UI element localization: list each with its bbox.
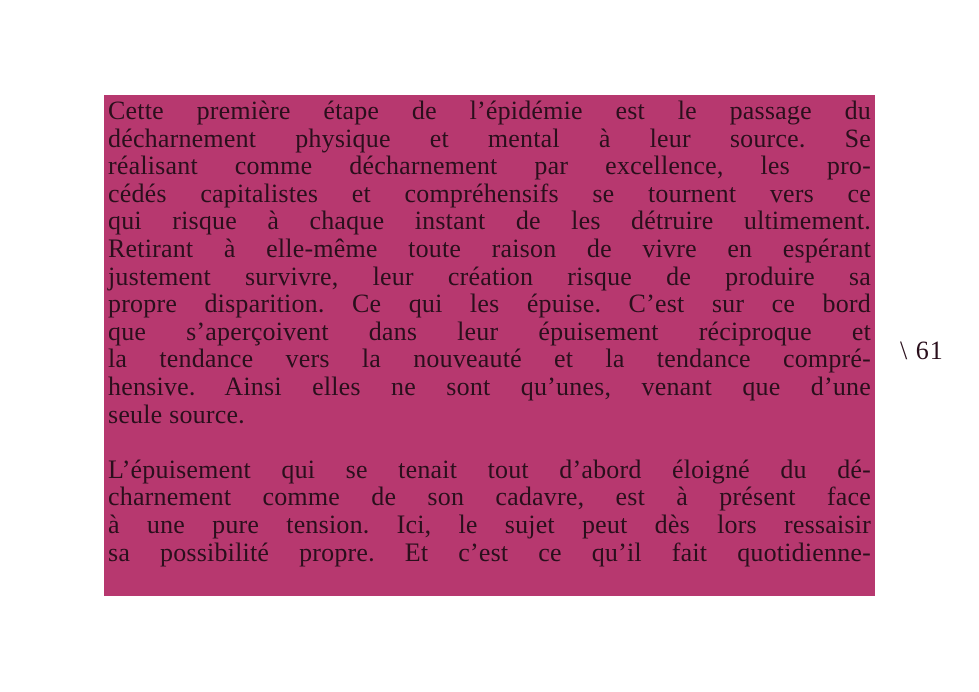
text-line: la tendance vers la nouveauté et la tendance compré-	[108, 344, 871, 374]
page-number: \ 61	[900, 336, 944, 365]
text-line: décharnement physique et mental à leur source. Se	[108, 123, 871, 153]
paragraph-2	[108, 456, 871, 566]
text-line: Cette première étape de l’épidémie est le passage du	[108, 96, 871, 125]
text-line: charnement comme de son cadavre, est à présent face	[108, 482, 871, 512]
text-line: justement survivre, leur création risque de produire sa	[108, 261, 871, 291]
text-line: cédés capitalistes et compréhensifs se tournent vers ce	[108, 178, 871, 208]
text-line: hensive. Ainsi elles ne sont qu’unes, venant que d’une	[108, 371, 871, 401]
text-line: que s’aperçoivent dans leur épuisement réciproque et	[108, 316, 871, 346]
text-line: réalisant comme décharnement par excellence, les pro-	[108, 151, 871, 181]
text-line: L’épuisement qui se tenait tout d’abord éloigné du dé-	[108, 454, 871, 484]
body-text-block	[104, 95, 875, 596]
text-line: seule source.	[108, 399, 245, 429]
text-line: qui risque à chaque instant de les détruire ultimement.	[108, 206, 871, 236]
text-line: à une pure tension. Ici, le sujet peut dès lors ressaisir	[108, 509, 871, 539]
paragraph-1	[108, 97, 871, 428]
text-line: propre disparition. Ce qui les épuise. C’est sur ce bord	[108, 289, 871, 319]
text-line: Retirant à elle-même toute raison de vivre en espérant	[108, 233, 871, 263]
paragraph-gap	[108, 428, 871, 456]
text-line: sa possibilité propre. Et c’est ce qu’il fait quotidienne-	[108, 537, 871, 567]
